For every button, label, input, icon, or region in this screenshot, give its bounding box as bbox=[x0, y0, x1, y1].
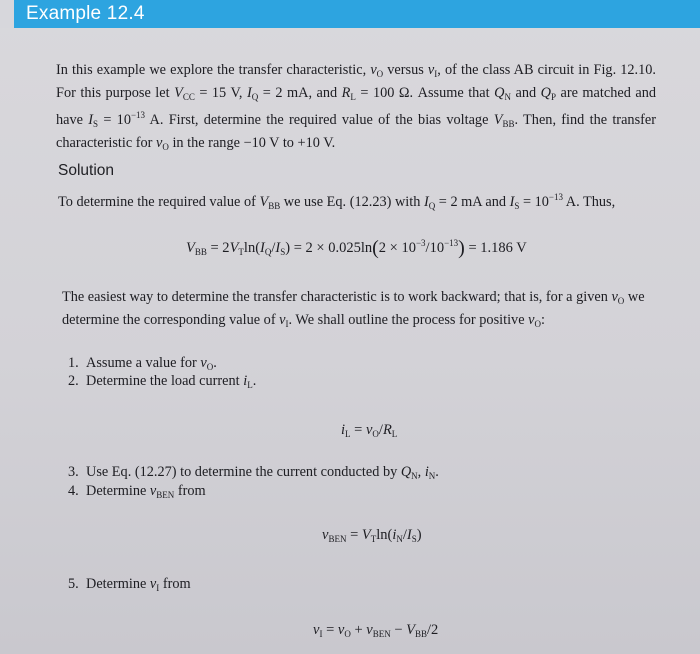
step-3: 3. Use Eq. (12.27) to determine the current conducted by $Q_N$, $i_N$. bbox=[68, 464, 439, 481]
step-1: 1. Assume a value for $v_O$. bbox=[68, 355, 217, 372]
solution-paragraph-1: To determine the required value of $V_{BB}$ we use Eq. (12.23) with $I_Q = 2$ mA and $I_S = 10^{-13}$ A. Thus, bbox=[58, 192, 616, 211]
equation-load-current: $i_L = v_O/R_L$ bbox=[341, 422, 398, 439]
equation-vbb: $V_{BB} = 2V_T\ln(I_Q/I_S) = 2 \times 0.025\ln(2 \times 10^{-3}/10^{-13}) = 1.186$ V bbox=[186, 237, 527, 259]
example-title: Example 12.4 bbox=[26, 3, 145, 24]
equation-vi: $v_I = v_O + v_{BEN} - V_{BB}/2$ bbox=[313, 622, 439, 639]
step-2: 2. Determine the load current $i_L$. bbox=[68, 373, 257, 390]
equation-vben: $v_{BEN} = V_T\ln(i_N/I_S)$ bbox=[322, 527, 422, 544]
header-left-margin bbox=[0, 0, 14, 28]
example-header-bar bbox=[0, 0, 700, 28]
intro-paragraph: In this example we explore the transfer characteristic, $v_O$ versus $v_I$, of the class AB circuit in Fig. 12.10. For this purpose let $V_{CC} = 15$ V, $I_Q = 2$ mA, and $R_L = 100$ Ω. Assume that $Q_N$ and $Q_P$ are matched and have $I_S = 10^{-13}$ A. First, determine the required value of the bias voltage $V_{BB}$. Then, find the transfer characteristic for $v_O$ in the range −10 V to +10 V. bbox=[56, 62, 656, 152]
solution-heading: Solution bbox=[58, 162, 115, 179]
solution-paragraph-2: The easiest way to determine the transfer characteristic is to work backward; that is, for a given $v_O$ we determine the corresponding value of $v_I$. We shall outline the process for positive $v_O$: bbox=[62, 289, 645, 329]
step-5: 5. Determine $v_I$ from bbox=[68, 576, 191, 593]
step-4: 4. Determine $v_{BEN}$ from bbox=[68, 483, 206, 500]
